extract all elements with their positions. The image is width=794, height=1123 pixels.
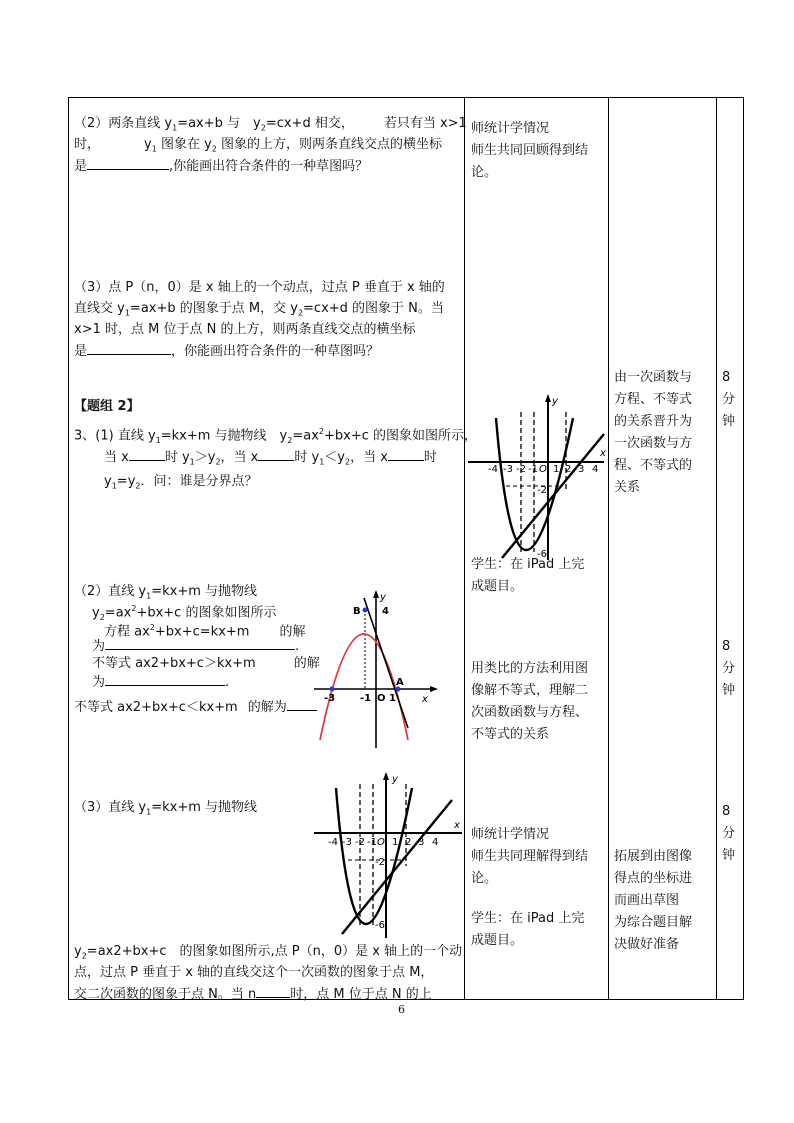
col2-line: 用类比的方法利用图 bbox=[471, 661, 589, 676]
tick-label: -1 bbox=[528, 464, 538, 475]
p33-line-3: 点，过点 P 垂直于 x 轴的直线交这个一次函数的图象于点 M， bbox=[74, 965, 434, 980]
col3-line: 拓展到由图像 bbox=[614, 849, 693, 864]
p32-line-6: 为 . bbox=[92, 671, 229, 693]
col3-line: 程、不等式的 bbox=[614, 458, 693, 473]
tick-label: 4 bbox=[382, 606, 389, 617]
q3-line-4: 是 ，你能画出符合条件的一种草图吗？ bbox=[74, 340, 379, 362]
tick-label: 2 bbox=[565, 464, 572, 475]
tick-label: O bbox=[377, 837, 385, 848]
col3-line: 的关系晋升为 bbox=[614, 414, 693, 429]
line-graph bbox=[502, 434, 604, 558]
tick-label: 2 bbox=[405, 837, 412, 848]
col2-line: 像解不等式，理解二 bbox=[471, 683, 589, 698]
tick-label: 3 bbox=[418, 837, 425, 848]
q3-line-1: （3）点 P（n，0）是 x 轴上的一个动点，过点 P 垂直于 x 轴的 bbox=[74, 280, 445, 295]
line-graph bbox=[342, 800, 452, 934]
line-graph bbox=[364, 598, 408, 728]
point-root bbox=[330, 687, 335, 692]
graph-red-parabola bbox=[310, 588, 445, 753]
col3-line: 由一次函数与 bbox=[614, 370, 693, 385]
y-axis-arrow bbox=[383, 772, 389, 780]
tick-label: 4 bbox=[592, 464, 599, 475]
col3-line: 方程、不等式 bbox=[614, 392, 693, 407]
p33-line-2: $y_2=ax2+bx+c$ 的图象如图所示,点 P（n，0）是 x 轴上的一个动 bbox=[74, 944, 463, 961]
answer-blank[interactable] bbox=[105, 635, 295, 650]
q3-line-3: x>1 时，点 M 位于点 N 的上方，则两条直线交点的横坐标 bbox=[74, 322, 416, 337]
tick-label: -2 bbox=[537, 485, 547, 496]
tick-label: -3 bbox=[342, 837, 352, 848]
column-divider-2 bbox=[608, 97, 609, 1000]
tick-label: -6 bbox=[537, 549, 547, 560]
tick-label: 1 bbox=[553, 464, 560, 475]
p31-line-2: 当 x 时 $y_1>y_2$，当 x 时 $y_1<y_2$，当 x 时 bbox=[104, 446, 437, 473]
x-axis-arrow bbox=[430, 686, 438, 692]
time-line: 8 bbox=[722, 370, 731, 385]
tick-label: -1 bbox=[360, 693, 372, 704]
tick-label: O bbox=[377, 693, 386, 704]
col3-line: 得点的坐标进 bbox=[614, 871, 693, 886]
time-line: 分 bbox=[722, 661, 736, 676]
col2-line: 成题目。 bbox=[471, 579, 524, 594]
time-block-1 bbox=[722, 367, 735, 433]
p33-line-1: （3）直线 $y_1=kx+m$ 与抛物线 bbox=[74, 800, 258, 817]
group-2-heading: 【题组 2】 bbox=[74, 399, 140, 414]
time-line: 钟 bbox=[722, 848, 736, 863]
col3-line: 关系 bbox=[614, 480, 641, 495]
col2-line: 师生共同理解得到结 bbox=[471, 849, 589, 864]
col2-block-2 bbox=[471, 554, 584, 598]
p32-line-2: $y_2=ax^2+bx+c$ 的图象如图所示 bbox=[92, 604, 277, 622]
col3-block-2 bbox=[614, 846, 692, 956]
col3-line: 为综合题目解 bbox=[614, 915, 693, 930]
tick-label: 3 bbox=[578, 464, 585, 475]
tick-label: -4 bbox=[328, 837, 338, 848]
answer-blank[interactable] bbox=[388, 446, 424, 461]
q2-line-1: （2）两条直线 $y_1=ax+b$ 与 $y_2=cx+d$ 相交， 若只有当 x>1 bbox=[74, 116, 467, 133]
x-axis-label: x bbox=[600, 448, 606, 459]
p32-line-3: 方程 $ax^2+bx+c=kx+m$ 的解 bbox=[104, 623, 306, 640]
graph-parabola-line-2 bbox=[312, 770, 464, 940]
page-number: 6 bbox=[398, 1003, 405, 1016]
col2-line: 成题目。 bbox=[471, 933, 524, 948]
p32-line-4: 为 . bbox=[92, 635, 299, 657]
x-axis-label: x bbox=[454, 820, 460, 831]
tick-label: -2 bbox=[355, 837, 365, 848]
answer-blank[interactable] bbox=[129, 446, 165, 461]
answer-blank[interactable] bbox=[258, 446, 294, 461]
time-line: 分 bbox=[722, 392, 736, 407]
time-line: 钟 bbox=[722, 683, 736, 698]
point-B bbox=[363, 608, 368, 613]
y-axis-label: y bbox=[552, 396, 558, 407]
tick-label: -2 bbox=[516, 464, 526, 475]
y-axis-label: y bbox=[392, 774, 398, 785]
p33-line-4: 交二次函数的图象于点 N。当 n 时，点 M 位于点 N 的上 bbox=[74, 983, 432, 1005]
answer-blank[interactable] bbox=[87, 340, 171, 355]
tick-label: 4 bbox=[432, 837, 439, 848]
tick-label: -6 bbox=[375, 920, 385, 931]
y-axis-arrow bbox=[373, 590, 379, 598]
time-line: 8 bbox=[722, 639, 731, 654]
y-axis-arrow bbox=[545, 394, 551, 402]
column-divider-3 bbox=[716, 97, 717, 1000]
tick-label: -4 bbox=[488, 464, 498, 475]
col3-block-1 bbox=[614, 367, 692, 499]
col2-line: 论。 bbox=[471, 165, 498, 180]
col2-line: 师生共同回顾得到结 bbox=[471, 143, 589, 158]
tick-label: -3 bbox=[503, 464, 513, 475]
tick-label: 1 bbox=[392, 837, 399, 848]
label-B: B bbox=[353, 606, 361, 617]
time-line: 钟 bbox=[722, 414, 736, 429]
p32-line-7: 不等式 ax2+bx+c＜kx+m 的解为 bbox=[74, 696, 317, 718]
col2-block-4 bbox=[471, 824, 588, 890]
col2-line: 不等式的关系 bbox=[471, 727, 550, 742]
col2-line: 学生：在 iPad 上完 bbox=[471, 557, 585, 572]
time-line: 8 bbox=[722, 804, 731, 819]
x-axis-label: x bbox=[422, 694, 428, 705]
tick-label: -3 bbox=[324, 693, 336, 704]
answer-blank[interactable] bbox=[256, 983, 290, 998]
time-block-2 bbox=[722, 636, 735, 702]
col2-line: 论。 bbox=[471, 871, 498, 886]
time-line: 分 bbox=[722, 826, 736, 841]
label-A: A bbox=[396, 677, 404, 688]
q2-line-3: 是 ,你能画出符合条件的一种草图吗？ bbox=[74, 155, 368, 177]
column-divider-1 bbox=[464, 97, 465, 1000]
col2-line: 师统计学情况 bbox=[471, 827, 550, 842]
answer-blank[interactable] bbox=[105, 671, 225, 686]
time-block-3 bbox=[722, 801, 735, 867]
col2-line: 学生：在 iPad 上完 bbox=[471, 911, 585, 926]
p31-line-1: 3、(1) 直线 $y_1=kx+m$ 与抛物线 $y_2=ax^2+bx+c$ 的图象如图所示， bbox=[74, 427, 478, 445]
col2-block-3 bbox=[471, 658, 588, 746]
graph-parabola-line-1 bbox=[466, 392, 608, 562]
col2-line: 次函数函数与方程、 bbox=[471, 705, 589, 720]
p32-line-5: 不等式 ax2+bx+c＞kx+m 的解 bbox=[92, 656, 320, 671]
col3-line: 而画出草图 bbox=[614, 893, 680, 908]
col3-line: 一次函数与方 bbox=[614, 436, 693, 451]
tick-label: -1 bbox=[367, 837, 377, 848]
tick-label: -2 bbox=[375, 857, 385, 868]
p31-line-3: $y_1=y_2$．问：谁是分界点？ bbox=[104, 474, 258, 491]
col2-line: 师统计学情况 bbox=[471, 121, 550, 136]
q2-line-2: 时， $y_1$ 图象在 $y_2$ 图象的上方，则两条直线交点的横坐标 bbox=[74, 137, 443, 154]
p32-line-1: （2）直线 $y_1=kx+m$ 与抛物线 bbox=[74, 584, 258, 601]
col2-block-1 bbox=[471, 118, 588, 184]
col3-line: 决做好准备 bbox=[614, 937, 680, 952]
q3-line-2: 直线交 $y_1=ax+b$ 的图象于点 M，交 $y_2=cx+d$ 的图象于 N。当 bbox=[74, 301, 444, 318]
y-axis-label: y bbox=[380, 592, 386, 603]
parabola-curve bbox=[336, 788, 412, 924]
answer-blank[interactable] bbox=[87, 155, 169, 170]
tick-label: 1 bbox=[389, 693, 396, 704]
col2-block-5 bbox=[471, 908, 584, 952]
tick-label: O bbox=[539, 464, 547, 475]
